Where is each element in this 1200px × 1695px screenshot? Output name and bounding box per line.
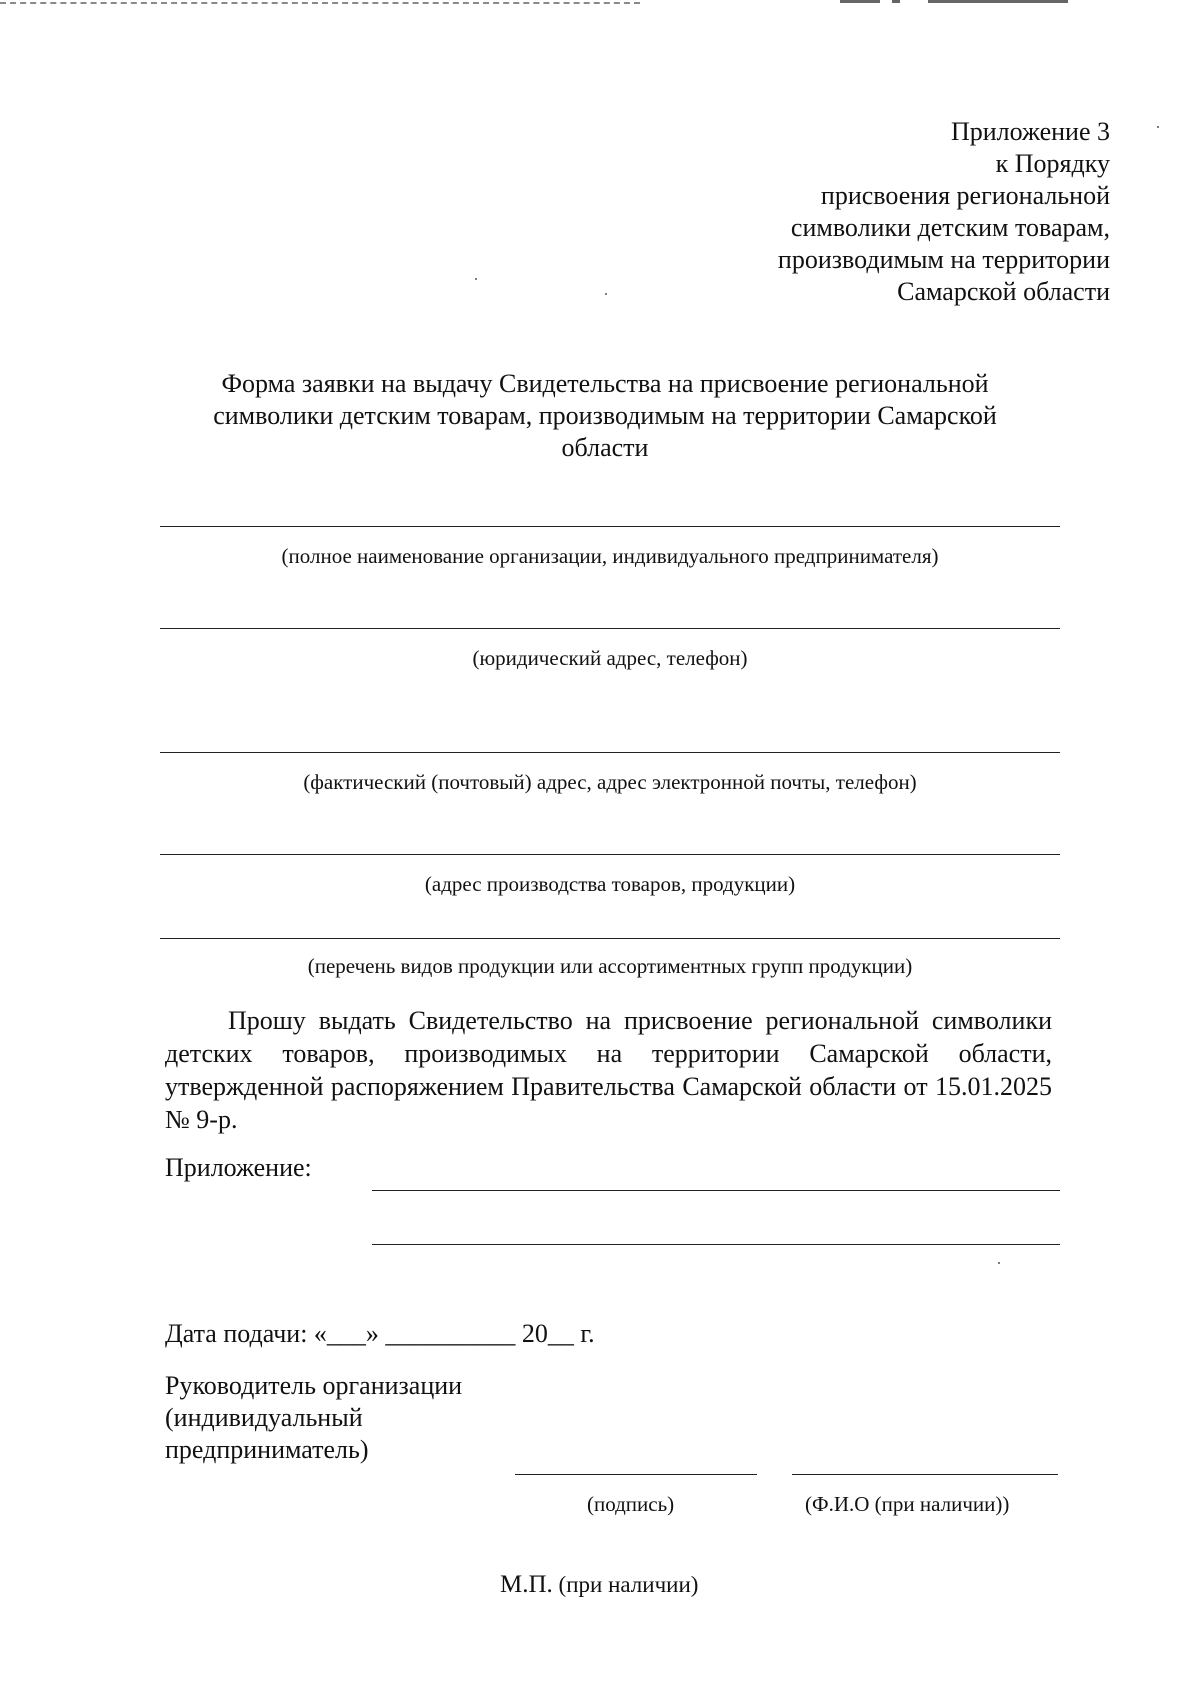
appendix-line: Приложение 3	[950, 117, 1110, 146]
full-name-caption: (Ф.И.О (при наличии))	[805, 1492, 1010, 1516]
appendix-line: Самарской области	[897, 277, 1110, 306]
organization-name-caption: (полное наименование организации, индивидуального предпринимателя)	[281, 544, 939, 568]
scan-mark-segment	[840, 0, 880, 3]
head-line: (индивидуальный	[165, 1403, 363, 1432]
top-right-scan-mark	[840, 0, 1070, 6]
scan-speck	[605, 293, 607, 295]
head-line: предприниматель)	[165, 1435, 369, 1464]
attachment-field-2[interactable]	[372, 1244, 1060, 1245]
scan-mark-segment	[892, 0, 900, 3]
scan-speck	[1157, 126, 1159, 128]
attachment-field-1[interactable]	[372, 1190, 1060, 1191]
product-list-field[interactable]	[160, 938, 1060, 939]
form-title-line: области	[561, 433, 649, 462]
top-cut-line	[0, 2, 640, 4]
head-of-organization	[165, 1370, 525, 1466]
product-list-caption: (перечень видов продукции или ассортиментных групп продукции)	[307, 954, 913, 978]
scan-mark-segment	[928, 0, 1068, 3]
seal-place	[500, 1570, 860, 1600]
organization-name-field[interactable]	[160, 526, 1060, 527]
legal-address-field[interactable]	[160, 628, 1060, 629]
legal-address-caption: (юридический адрес, телефон)	[472, 646, 748, 670]
production-address-caption: (адрес производства товаров, продукции)	[424, 872, 796, 896]
form-title-line: Форма заявки на выдачу Свидетельства на присвоение региональной	[221, 369, 989, 398]
actual-address-caption: (фактический (почтовый) адрес, адрес электронной почты, телефон)	[303, 770, 917, 794]
seal-label: М.П.	[500, 1571, 553, 1598]
appendix-line: присвоения региональной	[820, 181, 1110, 210]
appendix-line: символики детским товарам,	[790, 213, 1110, 242]
request-text: Прошу выдать Свидетельство на присвоение региональной символики детских товаров, производимых на территории Самарской области, утвержденной распоряжением Правительства Самарской области от 15.01.2025 № 9-р.	[165, 1006, 1052, 1134]
scan-speck	[998, 1262, 1000, 1264]
form-title-line: символики детским товарам, производимым на территории Самарской	[213, 401, 997, 430]
appendix-line: производимым на территории	[777, 245, 1110, 274]
head-line: Руководитель организации	[165, 1371, 463, 1400]
production-address-field[interactable]	[160, 854, 1060, 855]
actual-address-field[interactable]	[160, 752, 1060, 753]
signature-field[interactable]	[515, 1474, 757, 1475]
appendix-heading	[680, 116, 1110, 308]
form-title	[150, 368, 1060, 464]
seal-note: (при наличии)	[552, 1572, 699, 1597]
signature-caption: (подпись)	[587, 1492, 675, 1516]
full-name-field[interactable]	[792, 1474, 1058, 1475]
appendix-line: к Порядку	[995, 149, 1110, 178]
scan-speck	[475, 278, 477, 280]
submission-date: Дата подачи: «___» __________ 20__ г.	[165, 1319, 595, 1348]
attachment-label: Приложение:	[165, 1153, 312, 1182]
